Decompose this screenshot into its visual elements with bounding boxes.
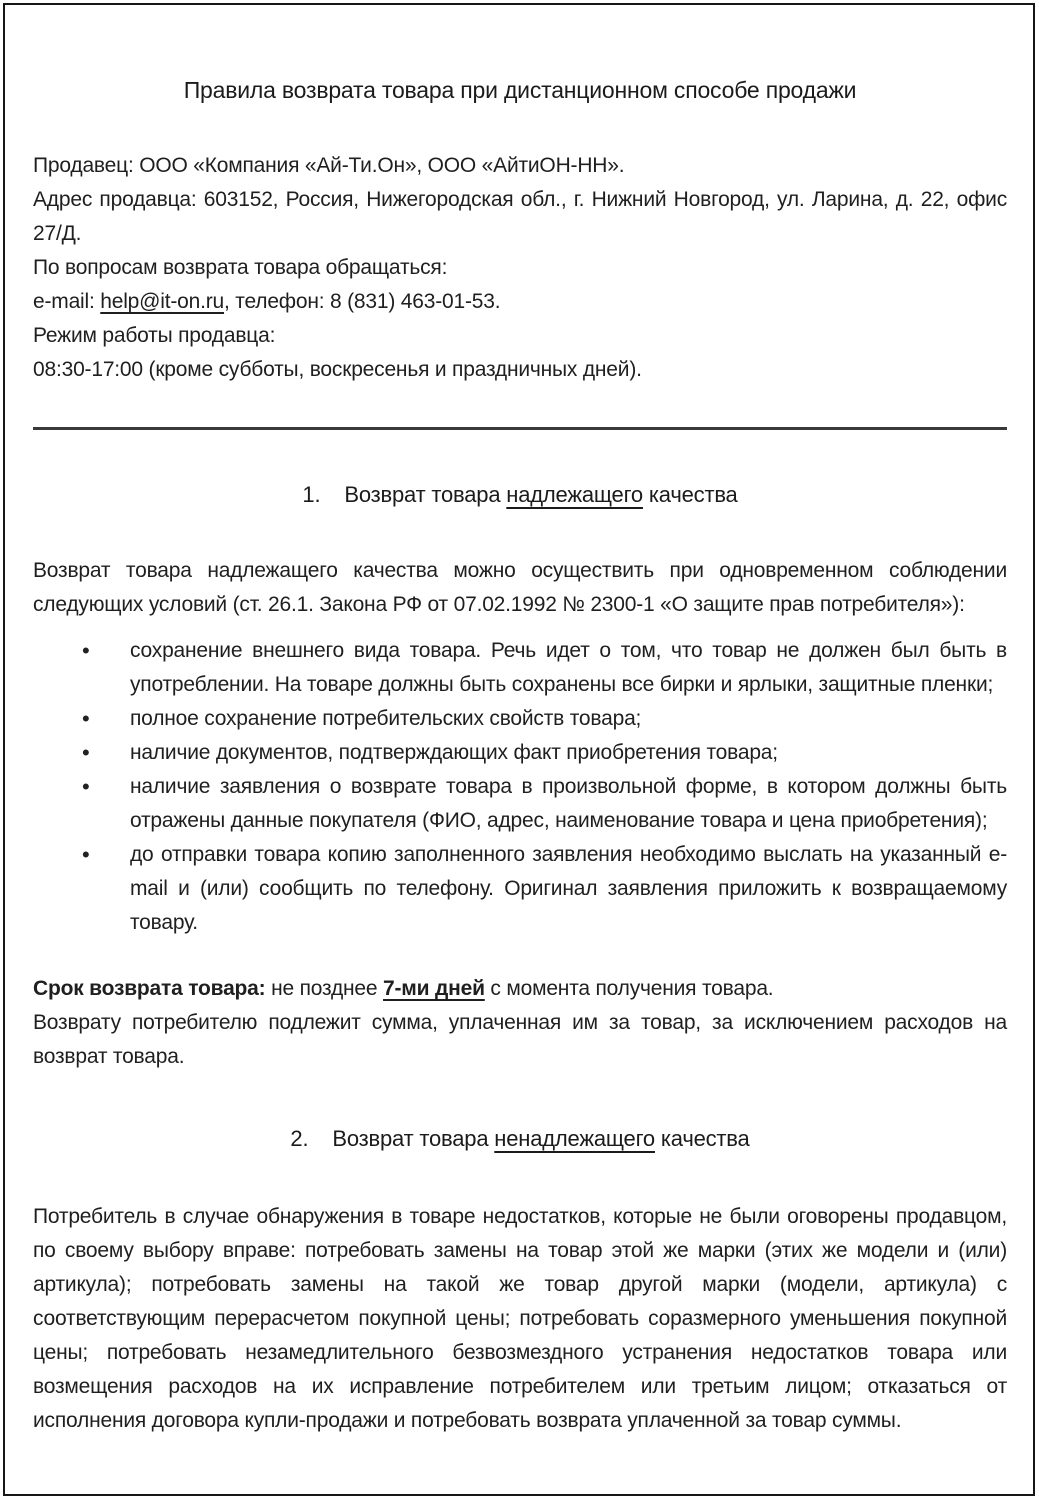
list-item: • наличие заявления о возврате товара в произвольной форме, в котором должны быть отражены данные покупателя (ФИО, адрес, наименование товара и цена приобретения); (33, 770, 1007, 838)
refund-note-paragraph: Возврату потребителю подлежит сумма, уплаченная им за товар, за исключением расходов на возврат товара. (33, 1011, 1007, 1068)
schedule-value-line: 08:30-17:00 (кроме субботы, воскресенья и праздничных дней). (33, 358, 642, 381)
email-link[interactable]: help@it-on.ru (100, 290, 225, 313)
section-1-title-underlined: надлежащего (506, 482, 643, 507)
conditions-list (33, 634, 1007, 940)
seller-info-block (33, 149, 1007, 387)
list-item: • полное сохранение потребительских свойств товара; (33, 702, 1007, 736)
list-item: • до отправки товара копию заполненного заявления необходимо выслать на указанный e-mail и (или) сообщить по телефону. Оригинал заявления приложить к возвращаемому товару. (33, 838, 1007, 940)
section-2-body-paragraph: Потребитель в случае обнаружения в товаре недостатков, которые не были оговорены продавцом, по своему выбору вправе: потребовать замены на товар этой же марки (этих же модели и (или) артикула); потребовать замены на такой же товар другой марки (модели, артикула) с соответствующим перерасчетом покупной цены; потребовать соразмерного уменьшения покупной цены; потребовать незамедлительного безвозмездного устранения недостатков товара или возмещения расходов на их исправление потребителем или третьим лицом; отказаться от исполнения договора купли-продажи и потребовать возврата уплаченной за товар суммы. (33, 1205, 1007, 1432)
seller-address-line: Адрес продавца: 603152, Россия, Нижегородская обл., г. Нижний Новгород, ул. Ларина, д. 22, офис 27/Д. (33, 188, 1007, 245)
contact-line (33, 285, 1007, 319)
document-content (5, 75, 1033, 1438)
section-1-heading (33, 480, 1007, 510)
deadline-post-text: с момента получения товара. (484, 977, 774, 1000)
list-item: • сохранение внешнего вида товара. Речь идет о том, что товар не должен был быть в употреблении. На товаре должны быть сохранены все бирки и ярлыки, защитные пленки; (33, 634, 1007, 702)
section-1-title-pre: Возврат товара (344, 482, 507, 507)
section-1-intro-paragraph: Возврат товара надлежащего качества можно осуществить при одновременном соблюдении следующих условий (ст. 26.1. Закона РФ от 07.02.1992 № 2300-1 «О защите прав потребителя»): (33, 559, 1007, 616)
deadline-term: 7-ми дней (383, 977, 485, 1000)
document-page (3, 3, 1035, 1496)
section-2-title-pre: Возврат товара (332, 1126, 495, 1151)
schedule-label-line: Режим работы продавца: (33, 324, 276, 347)
section-1-title-post: качества (642, 482, 738, 507)
section-2-number: 2. (290, 1126, 309, 1151)
section-2-title-underlined: ненадлежащего (494, 1126, 655, 1151)
section-2-heading (33, 1124, 1007, 1154)
deadline-label: Срок возврата товара: (33, 977, 266, 1000)
deadline-pre-text: не позднее (265, 977, 384, 1000)
section-2-title-post: качества (654, 1126, 750, 1151)
section-1-number: 1. (302, 482, 321, 507)
email-label: e-mail: (33, 290, 101, 313)
contact-intro-line: По вопросам возврата товара обращаться: (33, 256, 448, 279)
deadline-paragraph (33, 972, 1007, 1006)
seller-line: Продавец: ООО «Компания «Ай-Ти.Он», ООО «АйтиОН-НН». (33, 154, 625, 177)
phone-text: , телефон: 8 (831) 463-01-53. (224, 290, 501, 313)
list-item: • наличие документов, подтверждающих факт приобретения товара; (33, 736, 1007, 770)
page-title: Правила возврата товара при дистанционном способе продажи (183, 77, 857, 103)
divider (33, 427, 1007, 430)
